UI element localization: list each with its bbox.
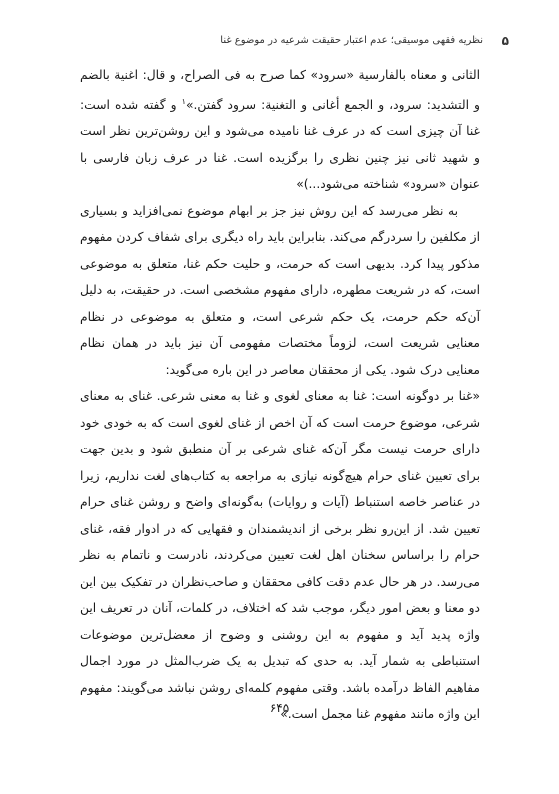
paragraph-arabic-quote: الثانی و معناه بالفارسیة «سرود» کما صرح به فی الصراح، و قال: اغنیة بالضم و التشدید: سرود، و الجمع أغانی و التغنیة: سرود گفتن.»$^۱$ و گفته شده است: غنا آن چیزی است که در عرف غنا نامیده می‌شود و این روشن‌ترین نظر است و شهید ثانی نیز چنین نظری را برگزیده است. غنا در عرف زبان فارسی با عنوان «سرود» شناخته می‌شود...)»: [80, 68, 480, 192]
paragraph-quoted-scholar: «غنا بر دوگونه است: غنا به معنای لغوی و غنا به معنی شرعی. غنای به معنای شرعی، موضوع حرمت است که آن اخص از غنای لغوی است که به خودی خود دارای حرمت نیست مگر آن‌که غنای شرعی بر آن منطبق شود و بدین جهت برای تعیین غنای حرام هیچ‌گونه نیازی به مراجعه به کتاب‌های لغت نداریم، زیرا در عناصر خاصه استنباط (آیات و روایات) به‌گونه‌ای واضح و روشن غنای حرام تعیین شد. از این‌رو نظر برخی از اندیشمندان و فقهایی که در ادوار فقه، غنای حرام را براساس سخنان اهل لغت تعیین می‌کردند، نادرست و ناتمام به نظر می‌رسد. در هر حال عدم دقت کافی محققان و صاحب‌نظران در تفکیک بین این دو معنا و بعض امور دیگر، موجب شد که اختلاف، در کلمات، آنان در تعریف این واژه پدید آید و مفهوم به این روشنی و وضوح از معضل‌ترین موضوعات استنباطی به شمار آید. به حدی که تبدیل به یک ضرب‌المثل در مورد اجمال مفاهیم الفاظ درآمده باشد. وقتی مفهوم کلمه‌ای روشن نباشد می‌گویند: مفهوم این واژه مانند مفهوم غنا مجمل است.»: [80, 389, 480, 722]
footnote-marker: ۱: [181, 96, 186, 106]
running-header: [80, 34, 509, 52]
main-text: [80, 62, 480, 728]
header-page-marker: ۵: [501, 34, 509, 48]
running-title: نظریه فقهی موسیقی؛ عدم اعتبار حقیقت شرعیه در موضوع غنا: [220, 35, 483, 46]
paragraph-analysis: به نظر می‌رسد که این روش نیز جز بر ابهام موضوع نمی‌افزاید و بسیاری از مکلفین را سردرگم می‌کند. بنابراین باید راه دیگری برای شفاف کردن مفهوم مذکور پیدا کرد. بدیهی است که حرمت، و حلیت حکم غنا، متعلق به موضوعی است، که در شریعت مطهره، دارای مفهوم مشخصی است. در حقیقت، به دلیل آن‌که حکم حرمت، یک حکم شرعی است، و متعلق به موضوعی در نظام معنایی شریعت است، لزوماً مختصات مفهومی آن نیز باید در همان نظام معنایی درک شود. یکی از محققان معاصر در این باره می‌گوید:: [80, 203, 480, 377]
page-number: ۶۴۵: [269, 701, 290, 715]
